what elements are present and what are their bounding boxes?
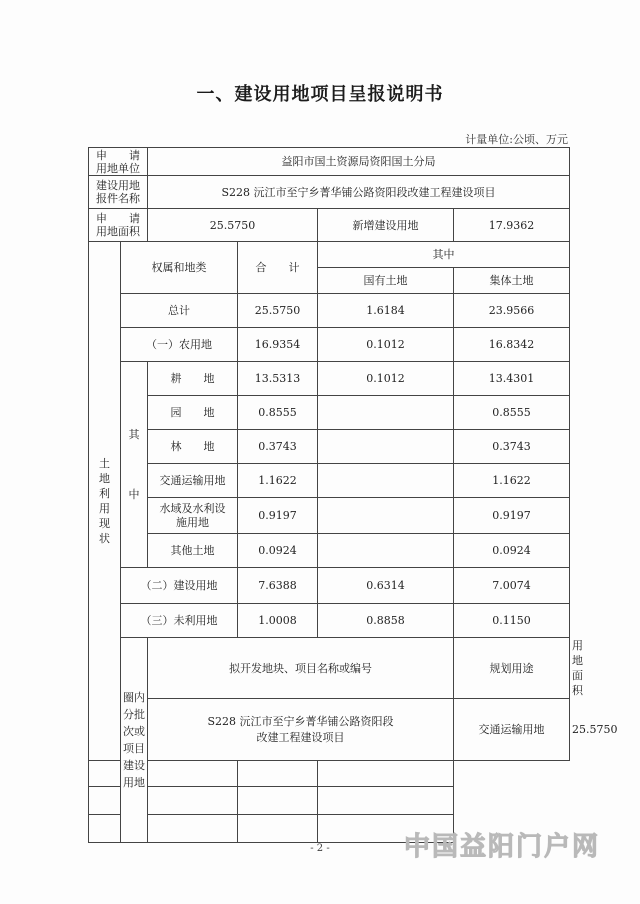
qizhong-label: 其 中 — [121, 362, 148, 568]
row-sub-state — [318, 534, 454, 568]
batch-empty-cell — [238, 761, 318, 787]
row-sub-collective: 0.9197 — [454, 498, 570, 534]
col-collective-land: 集体土地 — [454, 268, 570, 294]
row-sub-label: 耕 地 — [148, 362, 238, 396]
row-sub-total: 0.3743 — [238, 430, 318, 464]
batch-row-project: S228 沅江市至宁乡菁华铺公路资阳段 改建工程建设项目 — [148, 699, 454, 761]
row-sub-total: 13.5313 — [238, 362, 318, 396]
row-construction-state: 0.6314 — [318, 568, 454, 604]
row-sub-label: 交通运输用地 — [148, 464, 238, 498]
row-total-total: 25.5750 — [238, 294, 318, 328]
batch-empty-cell — [318, 761, 454, 787]
row-agri-label: （一）农用地 — [121, 328, 238, 362]
row-sub-state: 0.1012 — [318, 362, 454, 396]
row-unused-total: 1.0008 — [238, 604, 318, 638]
row-sub-collective: 0.0924 — [454, 534, 570, 568]
batch-empty-cell — [238, 815, 318, 843]
row-sub-label: 园 地 — [148, 396, 238, 430]
project-label: 建设用地 报件名称 — [89, 176, 148, 209]
row-sub-total: 0.8555 — [238, 396, 318, 430]
site-watermark: 中国益阳门户网 — [404, 832, 601, 862]
batch-section-label: 圈内 分批 次或 项目 建设 用地 — [121, 638, 148, 843]
batch-empty-cell — [238, 787, 318, 815]
applicant-value: 益阳市国土资源局资阳国土分局 — [148, 148, 570, 176]
row-unused-label: （三）未利用地 — [121, 604, 238, 638]
batch-empty-cell — [89, 761, 238, 787]
row-sub-state — [318, 430, 454, 464]
batch-row-use: 交通运输用地 — [454, 699, 570, 761]
row-construction-label: （二）建设用地 — [121, 568, 238, 604]
row-sub-state — [318, 396, 454, 430]
row-sub-collective: 13.4301 — [454, 362, 570, 396]
row-total-state: 1.6184 — [318, 294, 454, 328]
row-sub-label: 林 地 — [148, 430, 238, 464]
col-state-land: 国有土地 — [318, 268, 454, 294]
row-sub-collective: 0.8555 — [454, 396, 570, 430]
row-construction-collective: 7.0074 — [454, 568, 570, 604]
row-construction-total: 7.6388 — [238, 568, 318, 604]
col-total: 合 计 — [238, 242, 318, 294]
batch-empty-cell — [89, 815, 238, 843]
col-project-name: 拟开发地块、项目名称或编号 — [148, 638, 454, 699]
row-agri-state: 0.1012 — [318, 328, 454, 362]
area-label: 申 请 用地面积 — [89, 209, 148, 242]
new-construction-value: 17.9362 — [454, 209, 570, 242]
area-value: 25.5750 — [148, 209, 318, 242]
batch-empty-cell — [318, 787, 454, 815]
land-report-table: 申 请 用地单位 益阳市国土资源局资阳国土分局 建设用地 报件名称 S228 沅江市至宁乡菁华铺公路资阳段改建工程建设项目 申 请 用地面积 25.5750 新增建设用地 17.9362 土 地 利 用 现 状 权属和地类 合 计 其中 国有土地 集体土地 总计 25.5750 1.6184 23.9566 （一）农用地 16.9354 0.1012 16.8342 其 中 耕 地 13.5313 0.1012 13.4301 园 地 0.8555 0.8555 林 地 0.3743 0.3743 交通运输用地 1.1622 1.1622 水域及水利设 施用地 0.9197 0.9197 其他土地 0.0924 0.0924 （二）建设用地 7.6388 0.6314 7.0074 （三）未利用地 1.0008 0.8858 0.1150 圈内 分批 次或 项目 建设 用地 拟开发地块、项目名称或编号 规划用途 用地面积 S228 沅江市至宁乡菁华铺公路资阳段 改建工程建设项目 交通运输用地 25.5750 — [88, 147, 570, 843]
row-sub-label: 水域及水利设 施用地 — [148, 498, 238, 534]
row-unused-state: 0.8858 — [318, 604, 454, 638]
col-among: 其中 — [318, 242, 570, 268]
row-sub-total: 1.1622 — [238, 464, 318, 498]
row-agri-total: 16.9354 — [238, 328, 318, 362]
row-sub-state — [318, 498, 454, 534]
project-value: S228 沅江市至宁乡菁华铺公路资阳段改建工程建设项目 — [148, 176, 570, 209]
new-construction-label: 新增建设用地 — [318, 209, 454, 242]
row-total-label: 总计 — [121, 294, 238, 328]
col-land-type: 权属和地类 — [121, 242, 238, 294]
row-sub-total: 0.0924 — [238, 534, 318, 568]
page-number: - 2 - — [310, 843, 330, 854]
row-unused-collective: 0.1150 — [454, 604, 570, 638]
row-agri-collective: 16.8342 — [454, 328, 570, 362]
row-sub-state — [318, 464, 454, 498]
land-use-section-label: 土 地 利 用 现 状 — [89, 242, 121, 761]
page-title: 一、建设用地项目呈报说明书 — [196, 84, 444, 105]
row-sub-label: 其他土地 — [148, 534, 238, 568]
unit-note: 计量单位:公顷、万元 — [465, 133, 568, 146]
col-planned-use: 规划用途 — [454, 638, 570, 699]
batch-empty-cell — [89, 787, 238, 815]
row-total-collective: 23.9566 — [454, 294, 570, 328]
row-sub-collective: 0.3743 — [454, 430, 570, 464]
applicant-label: 申 请 用地单位 — [89, 148, 148, 176]
row-sub-total: 0.9197 — [238, 498, 318, 534]
row-sub-collective: 1.1622 — [454, 464, 570, 498]
